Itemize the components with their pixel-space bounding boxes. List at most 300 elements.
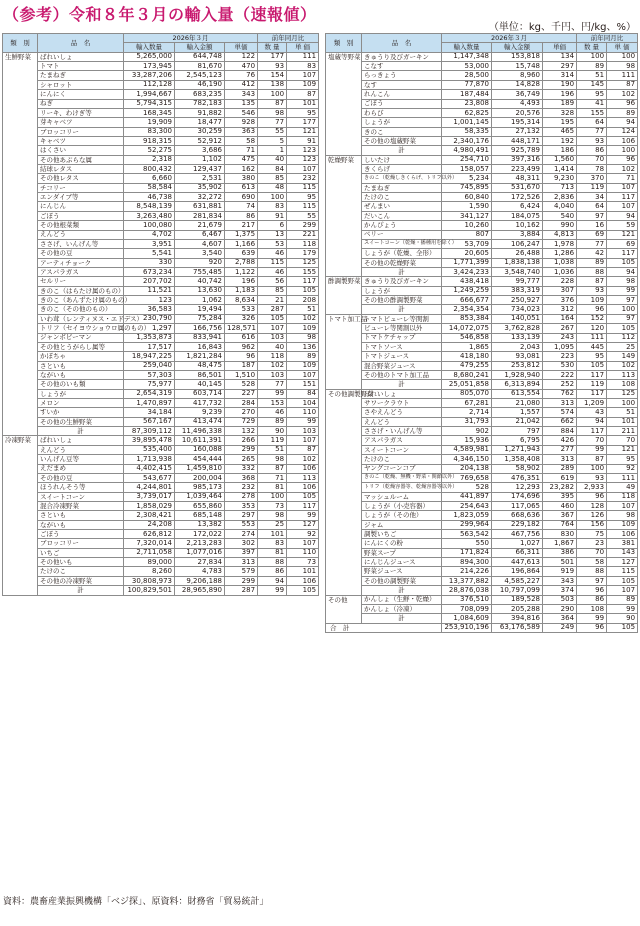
item-cell: 調製いちご <box>362 530 442 539</box>
yoy-price-cell: 110 <box>287 548 319 557</box>
amount-cell: 1,821,284 <box>175 352 225 361</box>
item-cell: 結球レタス <box>38 165 124 174</box>
yoy-qty-cell: 2,933 <box>577 483 607 492</box>
price-cell: 2,836 <box>543 193 577 202</box>
yoy-price-cell: 99 <box>607 604 638 613</box>
item-cell: ばれいしょ <box>362 389 442 398</box>
price-cell: 619 <box>543 473 577 482</box>
price-cell: 290 <box>543 604 577 613</box>
item-cell: しょうが（小売容器） <box>362 501 442 510</box>
amount-cell: 685,148 <box>175 511 225 520</box>
amount-cell: 603,714 <box>175 389 225 398</box>
yoy-price-cell: 125 <box>607 389 638 398</box>
yoy-price-cell: 124 <box>607 127 638 136</box>
price-cell: 533 <box>225 305 258 314</box>
table-row <box>326 90 638 99</box>
table-row <box>3 146 319 155</box>
yoy-qty-cell: 97 <box>577 211 607 220</box>
yoy-qty-cell: 16 <box>577 221 607 230</box>
yoy-price-cell: 70 <box>607 436 638 445</box>
amount-cell: 1,062 <box>175 296 225 305</box>
qty-cell: 853,384 <box>442 314 492 323</box>
table-row <box>326 427 638 436</box>
price-cell: 297 <box>543 62 577 71</box>
yoy-qty-cell: 95 <box>577 90 607 99</box>
qty-cell: 83,300 <box>124 127 175 136</box>
amount-cell: 734,023 <box>492 305 543 314</box>
yoy-price-cell: 103 <box>287 427 319 436</box>
amount-cell: 36,749 <box>492 90 543 99</box>
qty-cell: 20,605 <box>442 249 492 258</box>
price-cell: 546 <box>225 108 258 117</box>
header-yoy-qty: 数 量 <box>577 43 607 52</box>
item-cell: いわ茸（レンティヌス・エドデス） <box>38 314 124 323</box>
amount-cell: 35,902 <box>175 183 225 192</box>
amount-cell: 52,912 <box>175 136 225 145</box>
item-cell: きのこ（あんずたけ属のもの） <box>38 296 124 305</box>
price-cell: 713 <box>543 183 577 192</box>
yoy-price-cell: 102 <box>607 165 638 174</box>
yoy-qty-cell: 100 <box>577 52 607 61</box>
item-cell: その他の豆 <box>38 249 124 258</box>
amount-cell: 32,272 <box>175 193 225 202</box>
yoy-qty-cell: 34 <box>577 193 607 202</box>
price-cell: 374 <box>543 586 577 595</box>
table-row <box>326 202 638 211</box>
yoy-qty-cell: 89 <box>577 62 607 71</box>
item-cell: らっきょう <box>362 71 442 80</box>
table-row <box>3 361 319 370</box>
item-cell: だいこん <box>362 211 442 220</box>
qty-cell: 28,500 <box>442 71 492 80</box>
amount-cell: 3,540 <box>175 249 225 258</box>
table-row <box>3 62 319 71</box>
item-cell: トマトピューレ等関割 <box>362 314 442 323</box>
item-cell: その他の塩蔵野菜 <box>362 136 442 145</box>
yoy-qty-cell: 98 <box>258 455 287 464</box>
table-row <box>3 277 319 286</box>
table-row <box>3 436 319 445</box>
item-cell: さやえんどう <box>362 408 442 417</box>
yoy-qty-cell: 70 <box>577 436 607 445</box>
amount-cell: 448,171 <box>492 136 543 145</box>
table-row <box>326 99 638 108</box>
yoy-qty-cell: 118 <box>258 352 287 361</box>
qty-cell: 805,070 <box>442 389 492 398</box>
yoy-price-cell: 177 <box>287 118 319 127</box>
table-row <box>326 211 638 220</box>
table-row <box>3 399 319 408</box>
qty-cell: 33,287,206 <box>124 71 175 80</box>
yoy-price-cell: 136 <box>287 342 319 351</box>
qty-cell: 158,057 <box>442 165 492 174</box>
yoy-price-cell: 101 <box>607 417 638 426</box>
yoy-price-cell: 99 <box>607 286 638 295</box>
qty-cell: 1,084,609 <box>442 614 492 623</box>
yoy-price-cell: 107 <box>287 539 319 548</box>
qty-cell: 53,709 <box>442 239 492 248</box>
yoy-price-cell: 115 <box>287 202 319 211</box>
table-row <box>3 576 319 585</box>
table-row <box>3 165 319 174</box>
page-title: （参考）令和８年３月の輸入量（速報値） <box>3 5 317 24</box>
table-row <box>3 108 319 117</box>
yoy-price-cell: 105 <box>607 324 638 333</box>
table-row <box>326 436 638 445</box>
yoy-price-cell: 111 <box>287 52 319 61</box>
header-category: 類 別 <box>3 34 38 53</box>
yoy-price-cell: 101 <box>287 99 319 108</box>
table-row <box>3 314 319 323</box>
qty-cell: 58,335 <box>442 127 492 136</box>
yoy-price-cell: 59 <box>607 221 638 230</box>
price-cell: 302 <box>225 539 258 548</box>
yoy-price-cell: 100 <box>607 146 638 155</box>
item-cell: その他とうがらし属等 <box>38 342 124 351</box>
qty-cell: 8,260 <box>124 567 175 576</box>
item-cell: 計 <box>362 305 442 314</box>
yoy-qty-cell: 126 <box>577 511 607 520</box>
amount-cell: 6,424 <box>492 202 543 211</box>
amount-cell: 21,679 <box>175 221 225 230</box>
table-row <box>3 118 319 127</box>
item-cell: なす <box>362 80 442 89</box>
price-cell: 613 <box>225 183 258 192</box>
item-cell: れんこん <box>362 90 442 99</box>
table-row <box>3 80 319 89</box>
yoy-qty-cell: 154 <box>258 71 287 80</box>
amount-cell: 1,027 <box>492 539 543 548</box>
qty-cell: 535,400 <box>124 445 175 454</box>
price-cell: 830 <box>543 530 577 539</box>
table-row <box>326 595 638 604</box>
qty-cell: 77,870 <box>442 80 492 89</box>
qty-cell: 1,994,667 <box>124 90 175 99</box>
price-cell: 380 <box>225 174 258 183</box>
price-cell: 274 <box>225 530 258 539</box>
subtotal-row <box>326 380 638 389</box>
category-cell: トマト加工品 <box>326 314 362 389</box>
yoy-qty-cell: 23 <box>577 539 607 548</box>
price-cell: 616 <box>225 333 258 342</box>
table-row <box>3 520 319 529</box>
yoy-qty-cell: 43 <box>577 408 607 417</box>
yoy-qty-cell: 40 <box>258 342 287 351</box>
table-row <box>326 249 638 258</box>
table-row <box>3 380 319 389</box>
yoy-qty-cell: 88 <box>577 567 607 576</box>
yoy-price-cell: 91 <box>287 136 319 145</box>
price-cell: 501 <box>543 558 577 567</box>
price-cell: 1,978 <box>543 239 577 248</box>
price-cell: 465 <box>543 127 577 136</box>
qty-cell: 550 <box>442 539 492 548</box>
price-cell: 313 <box>543 399 577 408</box>
item-cell: アーティチョーク <box>38 258 124 267</box>
table-row <box>326 118 638 127</box>
yoy-price-cell: 102 <box>287 455 319 464</box>
yoy-price-cell: 112 <box>607 333 638 342</box>
item-cell: きのこ <box>362 127 442 136</box>
amount-cell: 75,284 <box>175 314 225 323</box>
table-row <box>326 239 638 248</box>
header-amount: 輸入金額 <box>492 43 543 52</box>
price-cell: 1,414 <box>543 165 577 174</box>
yoy-qty-cell: 85 <box>258 286 287 295</box>
table-row <box>326 296 638 305</box>
yoy-price-cell: 107 <box>287 71 319 80</box>
price-cell: 74 <box>225 202 258 211</box>
qty-cell: 1,590 <box>442 202 492 211</box>
qty-cell: 100,080 <box>124 221 175 230</box>
item-cell: しょうが（その他） <box>362 511 442 520</box>
price-cell: 132 <box>225 427 258 436</box>
header-yoy: 前年同月比 <box>258 34 319 43</box>
table-row <box>326 370 638 379</box>
qty-cell: 1,858,029 <box>124 501 175 510</box>
price-cell: 162 <box>225 165 258 174</box>
qty-cell: 1,865 <box>442 342 492 351</box>
qty-cell: 438,418 <box>442 277 492 286</box>
header-item: 品 名 <box>362 34 442 53</box>
yoy-price-cell: 104 <box>287 399 319 408</box>
source-note: 資料：農畜産業振興機構「ベジ探」、原資料：財務省「貿易統計」 <box>3 897 269 907</box>
yoy-qty-cell: 93 <box>577 136 607 145</box>
table-row <box>3 239 319 248</box>
amount-cell: 2,545,123 <box>175 71 225 80</box>
yoy-price-cell: 221 <box>287 230 319 239</box>
yoy-price-cell: 381 <box>607 539 638 548</box>
qty-cell: 5,541 <box>124 249 175 258</box>
qty-cell: 3,739,017 <box>124 492 175 501</box>
qty-cell: 2,308,421 <box>124 511 175 520</box>
yoy-qty-cell: 117 <box>577 389 607 398</box>
item-cell: いんげん豆等 <box>38 455 124 464</box>
item-cell: ジャンボピーマン <box>38 333 124 342</box>
table-row <box>3 221 319 230</box>
qty-cell: 230,790 <box>124 314 175 323</box>
table-row <box>326 277 638 286</box>
price-cell: 326 <box>225 314 258 323</box>
price-cell: 2,788 <box>225 258 258 267</box>
table-row <box>326 361 638 370</box>
price-cell: 135 <box>225 99 258 108</box>
amount-cell: 397,316 <box>492 155 543 164</box>
amount-cell: 1,358,408 <box>492 455 543 464</box>
amount-cell: 184,075 <box>492 211 543 220</box>
price-cell: 278 <box>225 492 258 501</box>
amount-cell: 250,927 <box>492 296 543 305</box>
yoy-price-cell: 115 <box>287 183 319 192</box>
table-row <box>3 183 319 192</box>
category-cell: 塩蔵等野菜 <box>326 52 362 155</box>
item-cell: チコリー <box>38 183 124 192</box>
amount-cell: 8,960 <box>492 71 543 80</box>
price-cell: 475 <box>225 155 258 164</box>
amount-cell: 531,670 <box>492 183 543 192</box>
amount-cell: 195,314 <box>492 118 543 127</box>
yoy-qty-cell: 86 <box>577 595 607 604</box>
price-cell: 353 <box>225 501 258 510</box>
amount-cell: 172,022 <box>175 530 225 539</box>
yoy-price-cell: 208 <box>287 296 319 305</box>
item-cell: いちご <box>38 548 124 557</box>
yoy-price-cell: 143 <box>607 548 638 557</box>
price-cell: 662 <box>543 417 577 426</box>
item-cell: 計 <box>362 146 442 155</box>
price-cell: 574 <box>543 408 577 417</box>
table-row <box>3 193 319 202</box>
yoy-qty-cell: 77 <box>577 127 607 136</box>
yoy-qty-cell: 101 <box>258 530 287 539</box>
amount-cell: 10,611,391 <box>175 436 225 445</box>
qty-cell: 626,812 <box>124 530 175 539</box>
qty-cell: 418,180 <box>442 352 492 361</box>
yoy-price-cell: 118 <box>287 239 319 248</box>
item-cell: 計 <box>38 427 124 436</box>
table-row <box>3 567 319 576</box>
yoy-qty-cell: 99 <box>258 586 287 595</box>
yoy-price-cell: 109 <box>287 361 319 370</box>
yoy-qty-cell: 119 <box>258 436 287 445</box>
price-cell: 363 <box>225 127 258 136</box>
yoy-qty-cell: 109 <box>577 296 607 305</box>
amount-cell: 106,247 <box>492 239 543 248</box>
yoy-price-cell: 87 <box>287 445 319 454</box>
item-cell: セルリー <box>38 277 124 286</box>
price-cell: 395 <box>543 492 577 501</box>
amount-cell: 160,088 <box>175 445 225 454</box>
amount-cell: 21,042 <box>492 417 543 426</box>
qty-cell: 7,320,014 <box>124 539 175 548</box>
yoy-qty-cell: 77 <box>258 380 287 389</box>
item-cell: リーキ、わけぎ等 <box>38 108 124 117</box>
yoy-qty-cell: 155 <box>577 108 607 117</box>
yoy-qty-cell: 41 <box>577 99 607 108</box>
item-cell: きのこ（乾燥、無機・野菜・関節以外） <box>362 473 442 482</box>
price-cell: 186 <box>543 146 577 155</box>
amount-cell: 153,818 <box>492 52 543 61</box>
item-cell: かぼちゃ <box>38 352 124 361</box>
yoy-qty-cell: 100 <box>258 193 287 202</box>
header-price: 単価 <box>543 43 577 52</box>
yoy-qty-cell: 105 <box>577 361 607 370</box>
price-cell: 222 <box>543 370 577 379</box>
price-cell: 284 <box>225 399 258 408</box>
table-row <box>326 548 638 557</box>
amount-cell: 6,313,894 <box>492 380 543 389</box>
qty-cell: 376,510 <box>442 595 492 604</box>
qty-cell: 31,793 <box>442 417 492 426</box>
yoy-qty-cell: 152 <box>577 314 607 323</box>
price-cell: 343 <box>225 90 258 99</box>
price-cell: 307 <box>543 286 577 295</box>
yoy-qty-cell: 1 <box>258 146 287 155</box>
yoy-price-cell: 102 <box>607 361 638 370</box>
table-row <box>3 296 319 305</box>
qty-cell: 36,583 <box>124 305 175 314</box>
amount-cell: 1,838,138 <box>492 258 543 267</box>
yoy-price-cell: 107 <box>287 436 319 445</box>
yoy-price-cell: 232 <box>287 174 319 183</box>
amount-cell: 48,311 <box>492 174 543 183</box>
yoy-price-cell: 105 <box>607 576 638 585</box>
table-row <box>3 492 319 501</box>
yoy-price-cell: 99 <box>287 511 319 520</box>
subtotal-row <box>326 305 638 314</box>
amount-cell: 3,884 <box>492 230 543 239</box>
yoy-qty-cell: 108 <box>577 604 607 613</box>
item-cell: しょうが（乾燥、全形） <box>362 249 442 258</box>
yoy-price-cell: 90 <box>607 614 638 623</box>
amount-cell: 26,488 <box>492 249 543 258</box>
price-cell: 332 <box>225 464 258 473</box>
yoy-qty-cell: 86 <box>577 146 607 155</box>
yoy-qty-cell: 145 <box>577 80 607 89</box>
yoy-price-cell: 73 <box>287 558 319 567</box>
price-cell: 368 <box>225 473 258 482</box>
yoy-price-cell: 118 <box>607 492 638 501</box>
item-cell: にんにくの粉 <box>362 539 442 548</box>
price-cell: 1,286 <box>543 249 577 258</box>
yoy-qty-cell: 51 <box>258 445 287 454</box>
table-row <box>326 127 638 136</box>
table-row <box>3 286 319 295</box>
amount-cell: 655,860 <box>175 501 225 510</box>
amount-cell: 6,795 <box>492 436 543 445</box>
item-cell: 混合冷凍野菜 <box>38 501 124 510</box>
qty-cell: 67,281 <box>442 399 492 408</box>
qty-cell: 807 <box>442 230 492 239</box>
yoy-price-cell: 99 <box>287 417 319 426</box>
price-cell: 1,375 <box>225 230 258 239</box>
table-row <box>326 314 638 323</box>
category-cell: 乾燥野菜 <box>326 155 362 277</box>
item-cell: えんどう <box>38 230 124 239</box>
yoy-price-cell: 107 <box>287 370 319 379</box>
amount-cell: 91,882 <box>175 108 225 117</box>
yoy-price-cell: 89 <box>287 352 319 361</box>
amount-cell: 16,843 <box>175 342 225 351</box>
item-cell: きくらげ <box>362 165 442 174</box>
yoy-qty-cell: 86 <box>258 567 287 576</box>
qty-cell: 708,099 <box>442 604 492 613</box>
yoy-qty-cell: 88 <box>577 267 607 276</box>
item-cell: ピューレ等関割以外 <box>362 324 442 333</box>
item-cell: ごぼう <box>38 530 124 539</box>
price-cell: 299 <box>225 576 258 585</box>
amount-cell: 81,670 <box>175 62 225 71</box>
table-row <box>326 333 638 342</box>
category-cell: 生鮮野菜 <box>3 52 38 436</box>
price-cell: 328 <box>543 108 577 117</box>
item-cell: たまねぎ <box>362 183 442 192</box>
yoy-qty-cell: 115 <box>258 258 287 267</box>
table-row <box>326 193 638 202</box>
item-cell: えだまめ <box>38 464 124 473</box>
yoy-price-cell: 98 <box>607 511 638 520</box>
yoy-qty-cell: 287 <box>258 305 287 314</box>
right-body <box>326 52 638 623</box>
table-row <box>3 202 319 211</box>
amount-cell: 413,474 <box>175 417 225 426</box>
amount-cell: 11,496,338 <box>175 427 225 436</box>
price-cell: 270 <box>225 408 258 417</box>
yoy-qty-cell: 46 <box>258 267 287 276</box>
amount-cell: 394,816 <box>492 614 543 623</box>
table-row <box>326 221 638 230</box>
yoy-price-cell: 55 <box>287 211 319 220</box>
